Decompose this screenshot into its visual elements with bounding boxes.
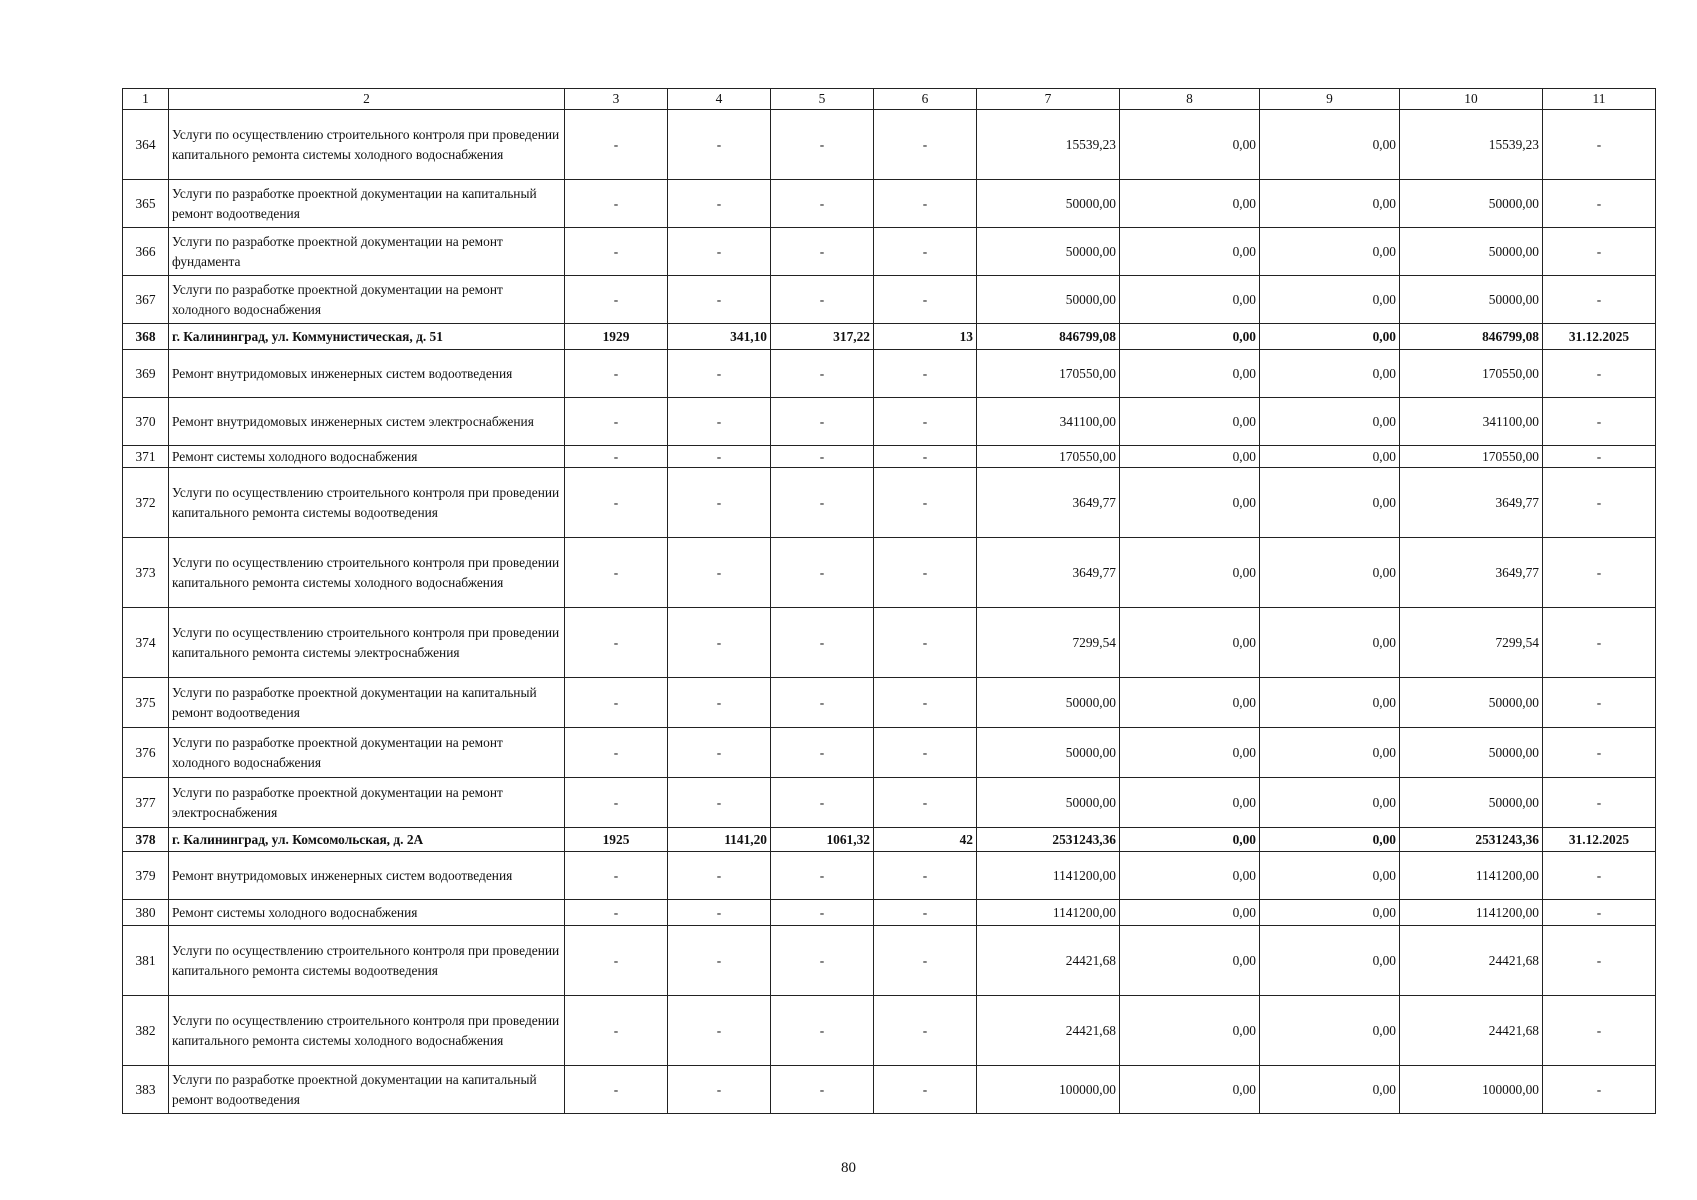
table-row	[123, 228, 1656, 276]
col-9-value: 0,00	[1260, 728, 1400, 778]
col-10-value: 7299,54	[1400, 608, 1543, 678]
col-6-value: -	[874, 538, 977, 608]
col-5-value: -	[771, 276, 874, 324]
col-7-value: 24421,68	[977, 926, 1120, 996]
row-number: 365	[123, 180, 169, 228]
col-9-value: 0,00	[1260, 926, 1400, 996]
work-description: Услуги по осуществлению строительного контроля при проведении капитального ремонта системы водоотведения	[169, 926, 565, 996]
col-7-value: 2531243,36	[977, 828, 1120, 852]
col-10-value: 50000,00	[1400, 276, 1543, 324]
col-10-value: 24421,68	[1400, 926, 1543, 996]
col-8-value: 0,00	[1120, 728, 1260, 778]
header-cell: 6	[874, 89, 977, 110]
col-5-value: -	[771, 180, 874, 228]
col-4-value: -	[668, 180, 771, 228]
col-9-value: 0,00	[1260, 900, 1400, 926]
table-row	[123, 180, 1656, 228]
header-cell: 10	[1400, 89, 1543, 110]
col-3-value: -	[565, 228, 668, 276]
table-row	[123, 728, 1656, 778]
col-11-value: -	[1543, 996, 1656, 1066]
col-3-value: -	[565, 180, 668, 228]
col-9-value: 0,00	[1260, 180, 1400, 228]
col-11-value: -	[1543, 228, 1656, 276]
col-10-value: 3649,77	[1400, 538, 1543, 608]
col-11-value: -	[1543, 398, 1656, 446]
row-number: 381	[123, 926, 169, 996]
col-10-value: 24421,68	[1400, 996, 1543, 1066]
col-7-value: 3649,77	[977, 538, 1120, 608]
col-3-value: -	[565, 852, 668, 900]
col-7-value: 1141200,00	[977, 852, 1120, 900]
col-5-value: -	[771, 350, 874, 398]
col-3-value: 1925	[565, 828, 668, 852]
col-6-value: -	[874, 608, 977, 678]
header-cell: 9	[1260, 89, 1400, 110]
column-number-header	[123, 89, 1656, 110]
col-5-value: -	[771, 398, 874, 446]
col-8-value: 0,00	[1120, 180, 1260, 228]
work-description: Услуги по разработке проектной документации на капитальный ремонт водоотведения	[169, 678, 565, 728]
col-7-value: 1141200,00	[977, 900, 1120, 926]
col-5-value: -	[771, 110, 874, 180]
col-11-value: -	[1543, 538, 1656, 608]
col-3-value: -	[565, 608, 668, 678]
col-7-value: 15539,23	[977, 110, 1120, 180]
col-7-value: 170550,00	[977, 446, 1120, 468]
col-4-value: -	[668, 778, 771, 828]
col-8-value: 0,00	[1120, 110, 1260, 180]
col-11-value: -	[1543, 1066, 1656, 1114]
col-11-value: -	[1543, 468, 1656, 538]
row-number: 371	[123, 446, 169, 468]
col-9-value: 0,00	[1260, 828, 1400, 852]
col-4-value: -	[668, 608, 771, 678]
col-10-value: 170550,00	[1400, 446, 1543, 468]
col-11-value: -	[1543, 778, 1656, 828]
col-7-value: 50000,00	[977, 228, 1120, 276]
col-9-value: 0,00	[1260, 350, 1400, 398]
col-8-value: 0,00	[1120, 350, 1260, 398]
col-4-value: -	[668, 468, 771, 538]
col-5-value: -	[771, 538, 874, 608]
col-9-value: 0,00	[1260, 778, 1400, 828]
col-9-value: 0,00	[1260, 678, 1400, 728]
col-7-value: 24421,68	[977, 996, 1120, 1066]
col-5-value: -	[771, 926, 874, 996]
work-description: Услуги по осуществлению строительного контроля при проведении капитального ремонта системы водоотведения	[169, 468, 565, 538]
col-9-value: 0,00	[1260, 110, 1400, 180]
col-6-value: -	[874, 398, 977, 446]
col-3-value: -	[565, 446, 668, 468]
col-8-value: 0,00	[1120, 324, 1260, 350]
col-7-value: 100000,00	[977, 1066, 1120, 1114]
col-3-value: -	[565, 778, 668, 828]
col-8-value: 0,00	[1120, 228, 1260, 276]
col-4-value: -	[668, 228, 771, 276]
work-description: Услуги по разработке проектной документации на ремонт фундамента	[169, 228, 565, 276]
col-9-value: 0,00	[1260, 996, 1400, 1066]
work-description: Услуги по разработке проектной документации на капитальный ремонт водоотведения	[169, 180, 565, 228]
work-description: Услуги по осуществлению строительного контроля при проведении капитального ремонта системы холодного водоснабжения	[169, 110, 565, 180]
col-3-value: 1929	[565, 324, 668, 350]
col-8-value: 0,00	[1120, 608, 1260, 678]
col-8-value: 0,00	[1120, 678, 1260, 728]
col-9-value: 0,00	[1260, 1066, 1400, 1114]
work-description: Услуги по разработке проектной документации на капитальный ремонт водоотведения	[169, 1066, 565, 1114]
col-6-value: -	[874, 778, 977, 828]
table-row	[123, 996, 1656, 1066]
col-10-value: 2531243,36	[1400, 828, 1543, 852]
col-5-value: 317,22	[771, 324, 874, 350]
col-4-value: 341,10	[668, 324, 771, 350]
col-7-value: 3649,77	[977, 468, 1120, 538]
row-number: 367	[123, 276, 169, 324]
col-4-value: -	[668, 678, 771, 728]
table-row	[123, 110, 1656, 180]
header-cell: 3	[565, 89, 668, 110]
col-4-value: -	[668, 926, 771, 996]
row-number: 378	[123, 828, 169, 852]
header-cell: 8	[1120, 89, 1260, 110]
col-8-value: 0,00	[1120, 778, 1260, 828]
row-number: 364	[123, 110, 169, 180]
row-number: 380	[123, 900, 169, 926]
work-description: Услуги по осуществлению строительного контроля при проведении капитального ремонта системы холодного водоснабжения	[169, 996, 565, 1066]
col-7-value: 50000,00	[977, 180, 1120, 228]
col-3-value: -	[565, 398, 668, 446]
col-5-value: -	[771, 608, 874, 678]
col-6-value: -	[874, 276, 977, 324]
table-row	[123, 778, 1656, 828]
col-4-value: -	[668, 996, 771, 1066]
address-row	[123, 828, 1656, 852]
table-row	[123, 468, 1656, 538]
table-row	[123, 852, 1656, 900]
col-5-value: -	[771, 228, 874, 276]
col-11-value: -	[1543, 180, 1656, 228]
col-11-value: -	[1543, 678, 1656, 728]
table-row	[123, 926, 1656, 996]
col-9-value: 0,00	[1260, 468, 1400, 538]
col-4-value: -	[668, 350, 771, 398]
col-5-value: 1061,32	[771, 828, 874, 852]
col-6-value: -	[874, 350, 977, 398]
col-5-value: -	[771, 678, 874, 728]
header-cell: 7	[977, 89, 1120, 110]
col-3-value: -	[565, 996, 668, 1066]
col-3-value: -	[565, 728, 668, 778]
work-description: Ремонт внутридомовых инженерных систем водоотведения	[169, 852, 565, 900]
col-4-value: -	[668, 852, 771, 900]
table-row	[123, 900, 1656, 926]
work-description: г. Калининград, ул. Коммунистическая, д. 51	[169, 324, 565, 350]
col-9-value: 0,00	[1260, 852, 1400, 900]
col-4-value: -	[668, 276, 771, 324]
col-11-value: -	[1543, 446, 1656, 468]
header-cell: 1	[123, 89, 169, 110]
header-cell: 5	[771, 89, 874, 110]
col-6-value: 42	[874, 828, 977, 852]
col-10-value: 1141200,00	[1400, 900, 1543, 926]
table-row	[123, 678, 1656, 728]
col-5-value: -	[771, 468, 874, 538]
col-11-value: -	[1543, 608, 1656, 678]
col-7-value: 50000,00	[977, 728, 1120, 778]
col-5-value: -	[771, 728, 874, 778]
col-8-value: 0,00	[1120, 1066, 1260, 1114]
col-7-value: 50000,00	[977, 678, 1120, 728]
work-description: Услуги по осуществлению строительного контроля при проведении капитального ремонта системы электроснабжения	[169, 608, 565, 678]
table-row	[123, 350, 1656, 398]
row-number: 377	[123, 778, 169, 828]
col-11-value: -	[1543, 900, 1656, 926]
col-10-value: 50000,00	[1400, 180, 1543, 228]
col-8-value: 0,00	[1120, 468, 1260, 538]
row-number: 368	[123, 324, 169, 350]
col-3-value: -	[565, 538, 668, 608]
col-4-value: -	[668, 398, 771, 446]
col-6-value: -	[874, 996, 977, 1066]
col-11-value: -	[1543, 276, 1656, 324]
work-description: г. Калининград, ул. Комсомольская, д. 2А	[169, 828, 565, 852]
table-row	[123, 446, 1656, 468]
col-9-value: 0,00	[1260, 538, 1400, 608]
col-8-value: 0,00	[1120, 276, 1260, 324]
col-10-value: 50000,00	[1400, 228, 1543, 276]
col-9-value: 0,00	[1260, 446, 1400, 468]
col-3-value: -	[565, 110, 668, 180]
col-10-value: 1141200,00	[1400, 852, 1543, 900]
col-10-value: 15539,23	[1400, 110, 1543, 180]
col-6-value: -	[874, 678, 977, 728]
row-number: 366	[123, 228, 169, 276]
capital-repair-table	[122, 88, 1656, 1114]
col-11-value: -	[1543, 350, 1656, 398]
col-6-value: -	[874, 110, 977, 180]
work-description: Услуги по разработке проектной документации на ремонт холодного водоснабжения	[169, 728, 565, 778]
header-cell: 4	[668, 89, 771, 110]
col-5-value: -	[771, 996, 874, 1066]
col-10-value: 846799,08	[1400, 324, 1543, 350]
table-row	[123, 538, 1656, 608]
col-7-value: 170550,00	[977, 350, 1120, 398]
col-3-value: -	[565, 468, 668, 538]
address-row	[123, 324, 1656, 350]
col-4-value: -	[668, 110, 771, 180]
col-8-value: 0,00	[1120, 926, 1260, 996]
col-11-value: -	[1543, 926, 1656, 996]
col-9-value: 0,00	[1260, 608, 1400, 678]
col-10-value: 3649,77	[1400, 468, 1543, 538]
row-number: 376	[123, 728, 169, 778]
col-8-value: 0,00	[1120, 398, 1260, 446]
row-number: 379	[123, 852, 169, 900]
col-8-value: 0,00	[1120, 538, 1260, 608]
col-11-value: 31.12.2025	[1543, 828, 1656, 852]
col-7-value: 7299,54	[977, 608, 1120, 678]
col-3-value: -	[565, 350, 668, 398]
work-description: Услуги по разработке проектной документации на ремонт электроснабжения	[169, 778, 565, 828]
col-5-value: -	[771, 900, 874, 926]
col-8-value: 0,00	[1120, 446, 1260, 468]
col-9-value: 0,00	[1260, 398, 1400, 446]
col-5-value: -	[771, 1066, 874, 1114]
col-5-value: -	[771, 852, 874, 900]
col-11-value: -	[1543, 110, 1656, 180]
col-7-value: 50000,00	[977, 276, 1120, 324]
col-4-value: -	[668, 900, 771, 926]
table-row	[123, 398, 1656, 446]
col-9-value: 0,00	[1260, 324, 1400, 350]
col-6-value: -	[874, 852, 977, 900]
col-3-value: -	[565, 276, 668, 324]
row-number: 369	[123, 350, 169, 398]
col-10-value: 50000,00	[1400, 678, 1543, 728]
col-9-value: 0,00	[1260, 276, 1400, 324]
col-8-value: 0,00	[1120, 852, 1260, 900]
col-4-value: -	[668, 1066, 771, 1114]
row-number: 383	[123, 1066, 169, 1114]
col-6-value: -	[874, 728, 977, 778]
header-cell: 2	[169, 89, 565, 110]
document-page	[122, 88, 1655, 1114]
col-3-value: -	[565, 1066, 668, 1114]
col-8-value: 0,00	[1120, 900, 1260, 926]
row-number: 370	[123, 398, 169, 446]
row-number: 375	[123, 678, 169, 728]
col-4-value: 1141,20	[668, 828, 771, 852]
col-4-value: -	[668, 728, 771, 778]
col-4-value: -	[668, 446, 771, 468]
work-description: Услуги по разработке проектной документации на ремонт холодного водоснабжения	[169, 276, 565, 324]
col-10-value: 341100,00	[1400, 398, 1543, 446]
row-number: 382	[123, 996, 169, 1066]
work-description: Ремонт внутридомовых инженерных систем водоотведения	[169, 350, 565, 398]
col-6-value: -	[874, 228, 977, 276]
col-11-value: -	[1543, 852, 1656, 900]
col-8-value: 0,00	[1120, 996, 1260, 1066]
col-11-value: 31.12.2025	[1543, 324, 1656, 350]
col-10-value: 170550,00	[1400, 350, 1543, 398]
col-6-value: -	[874, 180, 977, 228]
page-number: 80	[841, 1160, 856, 1176]
row-number: 373	[123, 538, 169, 608]
col-7-value: 341100,00	[977, 398, 1120, 446]
col-10-value: 100000,00	[1400, 1066, 1543, 1114]
header-cell: 11	[1543, 89, 1656, 110]
col-9-value: 0,00	[1260, 228, 1400, 276]
col-10-value: 50000,00	[1400, 778, 1543, 828]
work-description: Услуги по осуществлению строительного контроля при проведении капитального ремонта системы холодного водоснабжения	[169, 538, 565, 608]
work-description: Ремонт системы холодного водоснабжения	[169, 446, 565, 468]
row-number: 372	[123, 468, 169, 538]
col-6-value: 13	[874, 324, 977, 350]
table-row	[123, 276, 1656, 324]
table-row	[123, 1066, 1656, 1114]
col-5-value: -	[771, 446, 874, 468]
work-description: Ремонт системы холодного водоснабжения	[169, 900, 565, 926]
row-number: 374	[123, 608, 169, 678]
col-3-value: -	[565, 926, 668, 996]
col-6-value: -	[874, 926, 977, 996]
table-row	[123, 608, 1656, 678]
col-7-value: 50000,00	[977, 778, 1120, 828]
col-6-value: -	[874, 468, 977, 538]
col-6-value: -	[874, 1066, 977, 1114]
col-6-value: -	[874, 446, 977, 468]
col-10-value: 50000,00	[1400, 728, 1543, 778]
col-3-value: -	[565, 678, 668, 728]
col-4-value: -	[668, 538, 771, 608]
col-5-value: -	[771, 778, 874, 828]
col-3-value: -	[565, 900, 668, 926]
col-8-value: 0,00	[1120, 828, 1260, 852]
col-6-value: -	[874, 900, 977, 926]
col-7-value: 846799,08	[977, 324, 1120, 350]
work-description: Ремонт внутридомовых инженерных систем электроснабжения	[169, 398, 565, 446]
col-11-value: -	[1543, 728, 1656, 778]
